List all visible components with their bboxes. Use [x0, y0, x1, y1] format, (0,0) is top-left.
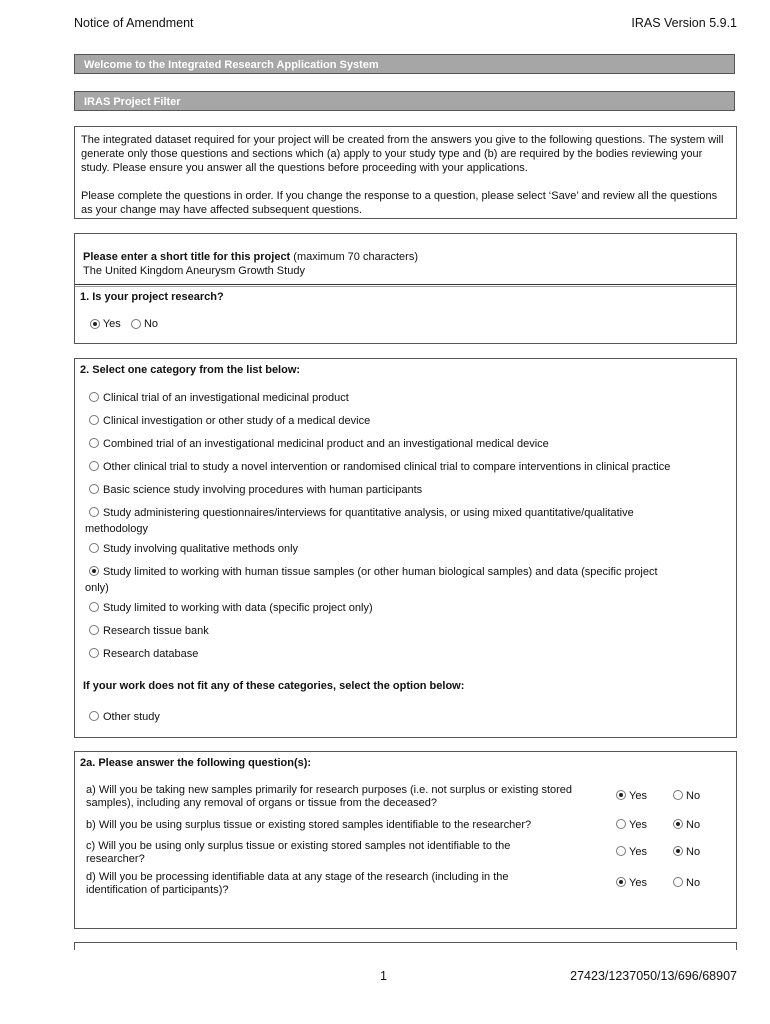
- page-number: 1: [380, 969, 387, 983]
- q2-other-label: Other study: [103, 711, 160, 723]
- welcome-banner: Welcome to the Integrated Research Application System: [74, 54, 735, 74]
- submission-id: 27423/1237050/13/696/68907: [570, 969, 737, 983]
- project-filter-banner: IRAS Project Filter: [74, 91, 735, 111]
- q2a-c-yes-radio[interactable]: [616, 846, 626, 856]
- intro-box: [74, 126, 737, 219]
- q2a-yes-label: Yes: [629, 846, 647, 858]
- q2a-b-no[interactable]: [673, 818, 700, 832]
- q2-option[interactable]: [89, 646, 726, 662]
- q2a-c-no[interactable]: [673, 845, 700, 859]
- q2a-question-d: d) Will you be processing identifiable data at any stage of the research (including in the identification of participants)?: [86, 871, 509, 896]
- q2a-c-no-radio[interactable]: [673, 846, 683, 856]
- q2-option-selected[interactable]: [89, 564, 726, 580]
- q2-option-radio[interactable]: [89, 415, 99, 425]
- short-title-value[interactable]: The United Kingdom Aneurysm Growth Study: [83, 265, 305, 277]
- section-divider: [75, 284, 736, 287]
- q2a-b-no-radio[interactable]: [673, 819, 683, 829]
- q2-option-radio[interactable]: [89, 438, 99, 448]
- short-title-label: [83, 250, 418, 264]
- q2-option-label: Research tissue bank: [103, 625, 209, 637]
- q2a-a-yes-radio[interactable]: [616, 790, 626, 800]
- q2-option[interactable]: [89, 459, 726, 475]
- q2-option-radio[interactable]: [89, 602, 99, 612]
- q2-other-prompt: If your work does not fit any of these categories, select the option below:: [83, 680, 465, 692]
- q2a-d-no[interactable]: [673, 876, 700, 890]
- q2a-question-b: b) Will you be using surplus tissue or existing stored samples identifiable to the researcher?: [86, 819, 532, 831]
- q2-option-label: Study administering questionnaires/interviews for quantitative analysis, or using mixed quantitative/qualitative: [103, 507, 634, 519]
- q2a-box: [74, 751, 737, 929]
- q2-option-radio[interactable]: [89, 648, 99, 658]
- q2-option[interactable]: [89, 505, 726, 521]
- next-section-box: [74, 942, 737, 950]
- q2-option-label: Study involving qualitative methods only: [103, 543, 299, 555]
- q2-other-radio[interactable]: [89, 711, 99, 721]
- q2a-yes-label: Yes: [629, 790, 647, 802]
- q2-box: [74, 358, 737, 738]
- document-title: Notice of Amendment: [74, 16, 194, 30]
- q2-option-label: Study limited to working with data (specific project only): [103, 602, 373, 614]
- q1-no-label: No: [143, 318, 158, 330]
- short-title-label-bold: Please enter a short title for this project: [83, 251, 291, 263]
- title-question-box: [74, 233, 737, 344]
- q2-option-label: Combined trial of an investigational medicinal product and an investigational medical device: [103, 438, 549, 450]
- q2a-question-c: c) Will you be using only surplus tissue or existing stored samples not identifiable to the researcher?: [86, 840, 511, 865]
- q2a-d-yes[interactable]: [616, 876, 647, 890]
- q2a-yes-label: Yes: [629, 819, 647, 831]
- q2-option[interactable]: [89, 390, 726, 406]
- q2-option-label: Study limited to working with human tissue samples (or other human biological samples) and data (specific project: [103, 566, 658, 578]
- q2a-no-label: No: [686, 790, 701, 802]
- q2-option[interactable]: [89, 413, 726, 429]
- q2a-no-label: No: [686, 819, 701, 831]
- q1-yes-radio[interactable]: [90, 319, 100, 329]
- q2a-no-label: No: [686, 846, 701, 858]
- q2a-no-label: No: [686, 877, 701, 889]
- q2a-b-yes-radio[interactable]: [616, 819, 626, 829]
- q2-option-continuation: methodology: [85, 523, 148, 535]
- q2-option-label: Clinical trial of an investigational medicinal product: [103, 392, 349, 404]
- q2-option-radio[interactable]: [89, 543, 99, 553]
- q2a-d-no-radio[interactable]: [673, 877, 683, 887]
- intro-paragraph-1: The integrated dataset required for your project will be created from the answers you give to the following questions. The system will generate only those questions and sections which (a) apply to your study type and (b) are required by the bodies reviewing your study. Please ensure you answer all the questions before proceeding with your applications.: [81, 134, 724, 174]
- q2a-label: 2a. Please answer the following question(s):: [80, 757, 312, 769]
- q2-option[interactable]: [89, 623, 726, 639]
- q2-option-radio[interactable]: [89, 484, 99, 494]
- q1-no-radio[interactable]: [131, 319, 141, 329]
- q2-option-label: Clinical investigation or other study of a medical device: [103, 415, 371, 427]
- q2-option-radio[interactable]: [89, 566, 99, 576]
- q2a-a-yes[interactable]: [616, 789, 647, 803]
- q2-option-radio[interactable]: [89, 392, 99, 402]
- q1-yes-label: Yes: [102, 318, 121, 330]
- q2-option-continuation: only): [85, 582, 109, 594]
- short-title-label-note: (maximum 70 characters): [290, 251, 418, 263]
- q1-options: [90, 317, 158, 331]
- q2-other-option[interactable]: [89, 709, 726, 725]
- q2a-question-a: a) Will you be taking new samples primarily for research purposes (i.e. not surplus or existing stored samples), including any removal of organs or tissue from the deceased?: [86, 784, 573, 809]
- q2-label: 2. Select one category from the list below:: [80, 364, 301, 376]
- q2-option-radio[interactable]: [89, 461, 99, 471]
- q1-label: 1. Is your project research?: [80, 291, 224, 303]
- q2-option[interactable]: [89, 541, 726, 557]
- q2a-yes-label: Yes: [629, 877, 647, 889]
- q2-option-label: Other clinical trial to study a novel intervention or randomised clinical trial to compare interventions in clinical practice: [103, 461, 671, 473]
- q2-option[interactable]: [89, 600, 726, 616]
- q2a-a-no-radio[interactable]: [673, 790, 683, 800]
- q2a-c-yes[interactable]: [616, 845, 647, 859]
- q2a-b-yes[interactable]: [616, 818, 647, 832]
- q2-option-radio[interactable]: [89, 507, 99, 517]
- q2-option-radio[interactable]: [89, 625, 99, 635]
- q2-option-label: Basic science study involving procedures with human participants: [103, 484, 423, 496]
- version-label: IRAS Version 5.9.1: [631, 16, 737, 30]
- q2-option[interactable]: [89, 436, 726, 452]
- intro-paragraph-2: Please complete the questions in order. If you change the response to a question, please select ‘Save’ and review all the questions as your change may have affected subsequent questions.: [81, 190, 718, 216]
- q2a-a-no[interactable]: [673, 789, 700, 803]
- q2-option-label: Research database: [103, 648, 199, 660]
- q2-option[interactable]: [89, 482, 726, 498]
- q2a-d-yes-radio[interactable]: [616, 877, 626, 887]
